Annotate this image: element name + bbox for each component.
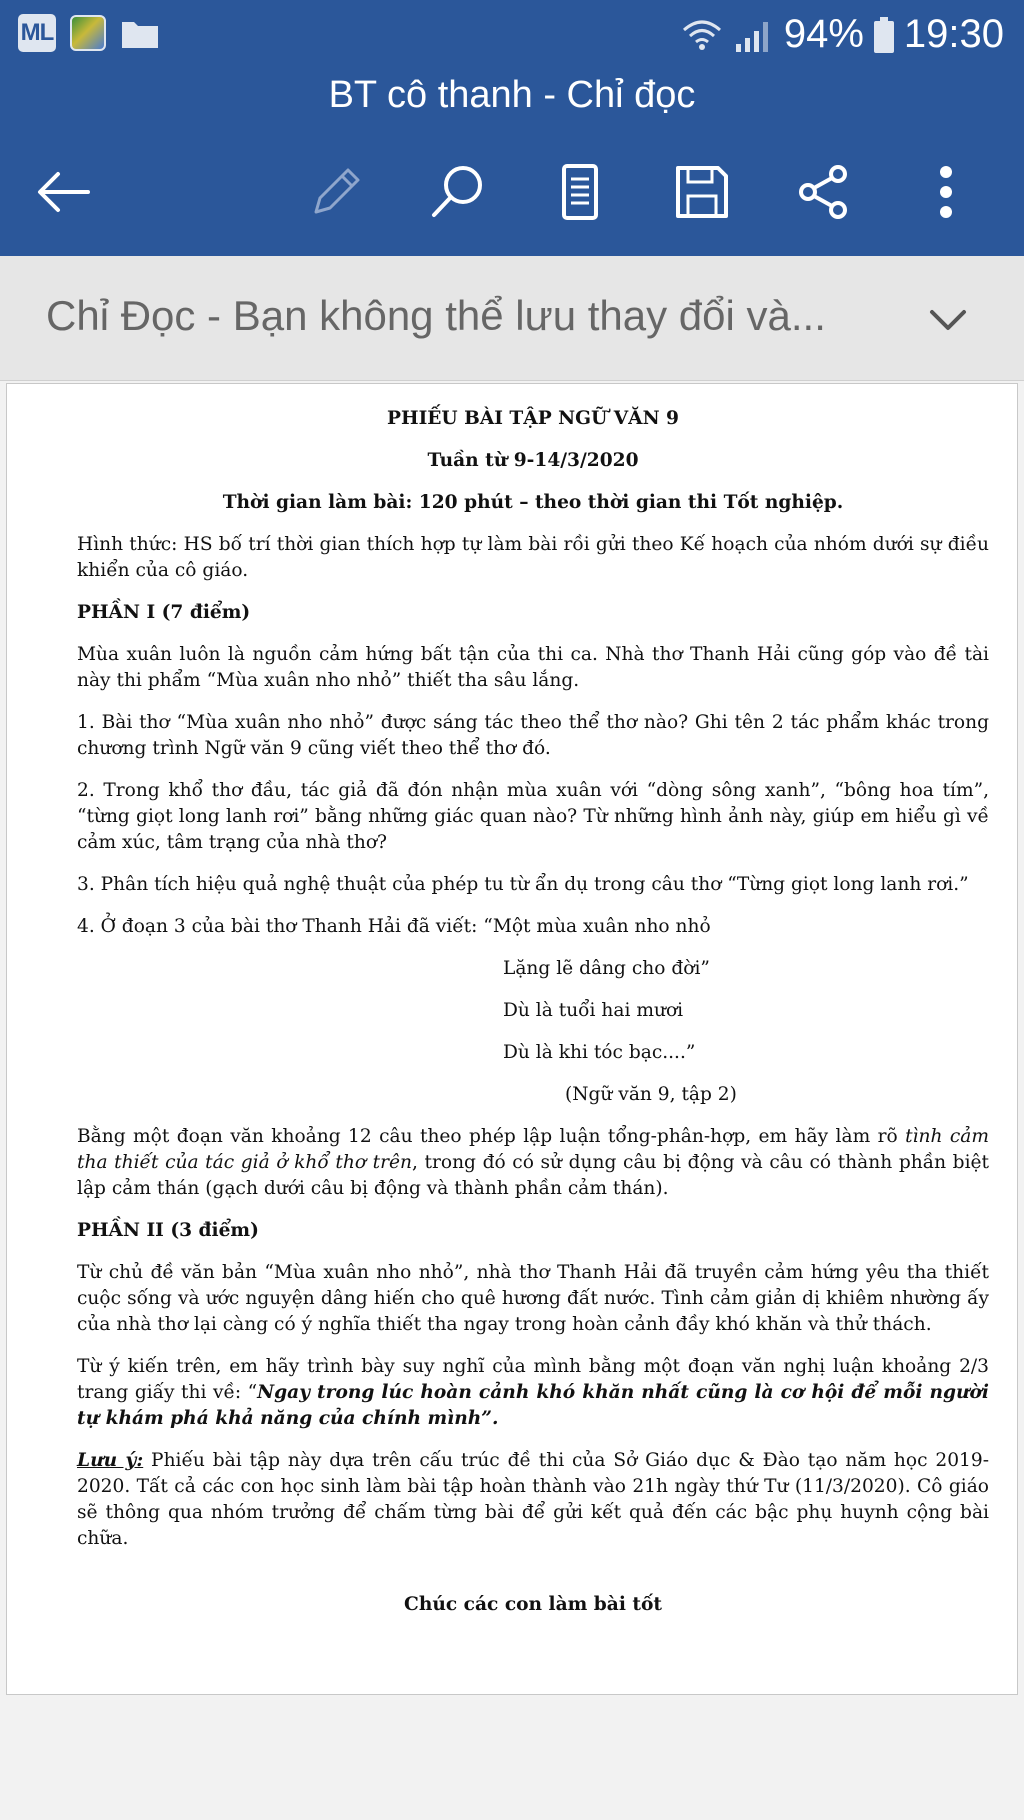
task-quote: Ngay trong lúc hoàn cảnh khó khăn nhất cũng là cơ hội để mỗi người tự khám phá khả năng của chính mình”. [77, 1382, 989, 1429]
task-emphasis: tình cảm tha thiết của tác giả ở khổ thơ trên [77, 1126, 989, 1173]
edit-button[interactable] [304, 160, 368, 224]
poem-source: (Ngữ văn 9, tập 2) [565, 1084, 737, 1105]
part2-intro: Từ chủ đề văn bản “Mùa xuân nho nhỏ”, nhà thơ Thanh Hải đã truyền cảm hứng yêu tha thiết cuộc sống và ước nguyện dâng hiến cho quê hương đất nước. Tình cảm giản dị khiêm nhường ấy của nhà thơ lại càng có ý nghĩa thiết tha ngay trong hoàn cảnh đầy khó khăn và thử thách. [77, 1262, 989, 1335]
poem-line: Dù là tuổi hai mươi [503, 1000, 684, 1021]
note [77, 1448, 989, 1552]
document-page[interactable] [6, 383, 1018, 1695]
clock: 19:30 [903, 12, 1004, 56]
search-icon [429, 163, 487, 221]
task-text: Bằng một đoạn văn khoảng 12 câu theo phép lập luận tổng-phân-hợp, em hãy làm rõ [77, 1126, 906, 1147]
document-content [77, 406, 989, 1634]
worksheet-week: Tuần từ 9-14/3/2020 [427, 450, 639, 471]
question-3: 3. Phân tích hiệu quả nghệ thuật của phép tu từ ẩn dụ trong câu thơ “Từng giọt long lanh rơi.” [77, 874, 969, 895]
game-app-icon [70, 15, 106, 51]
save-button[interactable] [670, 160, 734, 224]
part1-intro: Mùa xuân luôn là nguồn cảm hứng bất tận của thi ca. Nhà thơ Thanh Hải cũng góp vào đề tài này thi phẩm “Mùa xuân nho nhỏ” thiết tha sâu lắng. [77, 644, 989, 691]
toolbar [0, 150, 1024, 230]
app-header [0, 0, 1024, 256]
wifi-icon [680, 16, 724, 54]
question-2: 2. Trong khổ thơ đầu, tác giả đã đón nhận mùa xuân với “dòng sông xanh”, “bông hoa tím”, “từng giọt long lanh rơi” bằng những giác quan nào? Từ những hình ảnh này, giúp em hiểu gì về cảm xúc, tâm trạng của nhà thơ? [77, 780, 989, 853]
worksheet-duration: Thời gian làm bài: 120 phút – theo thời gian thi Tốt nghiệp. [222, 492, 844, 513]
part2-task [77, 1354, 989, 1432]
signal-icon [734, 16, 774, 54]
closing-wish: Chúc các con làm bài tốt [404, 1594, 662, 1615]
read-only-banner[interactable] [0, 256, 1024, 381]
poem-line: Lặng lẽ dâng cho đời” [503, 958, 710, 979]
poem-line: Dù là khi tóc bạc....” [503, 1042, 696, 1063]
folder-icon [120, 16, 160, 50]
note-label: Lưu ý: [77, 1450, 144, 1471]
share-button[interactable] [792, 160, 856, 224]
mobile-view-icon [558, 163, 602, 221]
mobile-view-button[interactable] [548, 160, 612, 224]
question-4-task [77, 1124, 989, 1202]
task-text: Từ ý kiến trên, em hãy trình bày suy nghĩ của mình bằng một đoạn văn nghị luận khoảng 2/3 trang giấy thi về: “ [77, 1356, 989, 1403]
search-button[interactable] [426, 160, 490, 224]
note-text: Phiếu bài tập này dựa trên cấu trúc đề thi của Sở Giáo dục & Đào tạo năm học 2019-2020. Tất cả các con học sinh làm bài tập hoàn thành vào 21h ngày thứ Tư (11/3/2020). Cô giáo sẽ thông qua nhóm trưởng để chấm từng bài để gửi kết quả đến các bậc phụ huynh cộng bài chữa. [77, 1450, 989, 1549]
document-title: BT cô thanh - Chỉ đọc [328, 74, 696, 116]
worksheet-intro: Hình thức: HS bố trí thời gian thích hợp tự làm bài rồi gửi theo Kế hoạch của nhóm dưới sự điều khiển của cô giáo. [77, 534, 989, 581]
status-bar [0, 0, 1024, 70]
back-arrow-icon [36, 170, 92, 214]
read-only-message: Chỉ Đọc - Bạn không thể lưu thay đổi và... [46, 292, 826, 339]
ml-app-icon: ML [18, 14, 56, 52]
question-1: 1. Bài thơ “Mùa xuân nho nhỏ” được sáng tác theo thể thơ nào? Ghi tên 2 tác phẩm khác trong chương trình Ngữ văn 9 cũng viết theo thể thơ đó. [77, 712, 989, 759]
more-vert-icon [938, 164, 954, 220]
battery-icon [874, 17, 894, 53]
question-4: 4. Ở đoạn 3 của bài thơ Thanh Hải đã viết: “Một mùa xuân nho nhỏ [77, 916, 711, 937]
save-icon [674, 164, 730, 220]
task-text: , trong đó có sử dụng câu bị động và câu có thành phần biệt lập cảm thán (gạch dưới câu bị động và thành phần cảm thán). [77, 1152, 990, 1199]
share-icon [796, 164, 852, 220]
chevron-down-icon[interactable] [924, 296, 972, 344]
part2-heading: PHẦN II (3 điểm) [77, 1220, 259, 1241]
worksheet-title: PHIẾU BÀI TẬP NGỮ VĂN 9 [387, 408, 679, 429]
back-button[interactable] [32, 160, 96, 224]
part1-heading: PHẦN I (7 điểm) [77, 602, 251, 623]
system-status [680, 12, 1004, 57]
battery-percent: 94% [783, 12, 864, 56]
more-options-button[interactable] [914, 160, 978, 224]
notification-icons [18, 14, 160, 52]
edit-pencil-icon [308, 164, 364, 220]
